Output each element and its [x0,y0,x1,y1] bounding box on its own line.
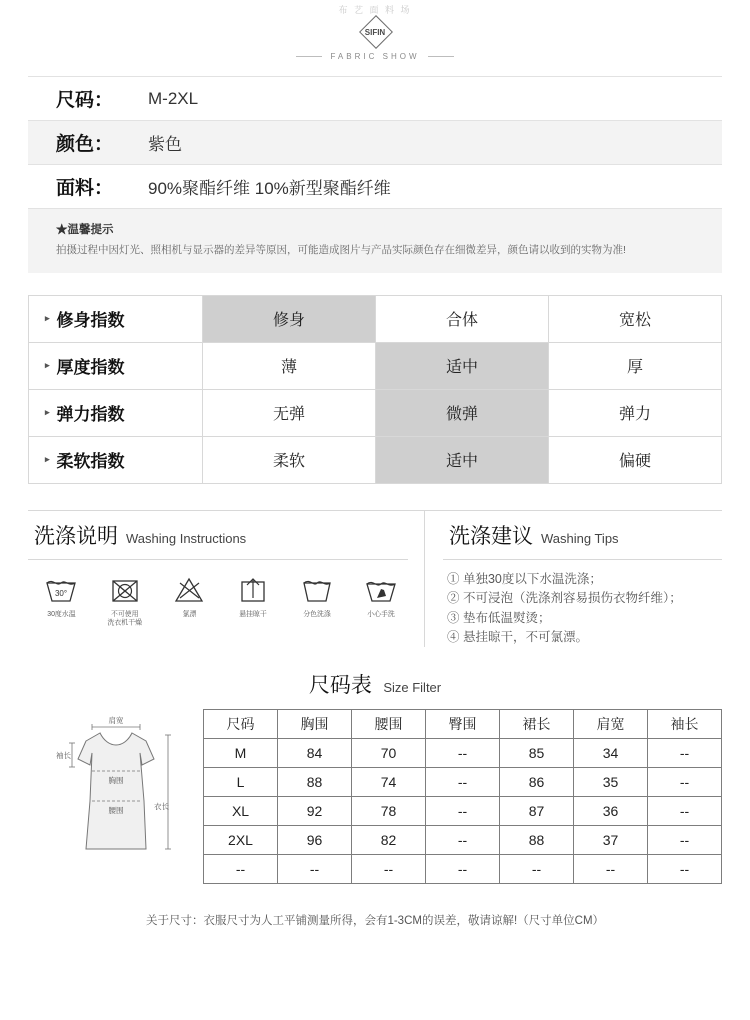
index-option-softness-0[interactable]: 柔软 [203,437,376,483]
washing-section [28,510,722,648]
warm-tips-title: ★温馨提示 [56,224,114,236]
index-label-elasticity [29,390,203,436]
washing-tips-title-en: Washing Tips [541,530,619,546]
separate-wash-cell [290,574,344,628]
table-row [204,739,722,768]
wash-temp-caption: 30度水温 [46,609,76,618]
size-cell: -- [426,855,500,884]
logo-top-text: 布 艺 面 料 场 [338,5,412,15]
logo-rule-right [428,56,454,57]
svg-text:衣长: 衣长 [154,802,169,812]
size-cell: -- [426,768,500,797]
index-option-elasticity-2[interactable]: 弹力 [618,406,651,424]
brand-logo [0,0,750,62]
index-label-softness [29,437,203,483]
table-row [204,768,722,797]
size-cell: -- [426,797,500,826]
size-header-bust: 胸围 [278,710,352,739]
washing-instructions-title-cn: 洗涤说明 [34,524,118,548]
size-table-header-row [204,710,722,739]
index-row-thickness [29,343,721,390]
washing-instructions-column [28,510,425,648]
caret-right-icon: ▸ [45,407,50,418]
svg-text:袖长: 袖长 [56,751,71,761]
index-option-fit-2[interactable]: 宽松 [618,312,651,330]
index-label-text: 弹力指数 [56,405,125,425]
size-cell: 88 [278,768,352,797]
index-option-fit-1[interactable]: 合体 [376,296,549,342]
washing-tip-item: ④ 悬挂晾干，不可氯漂。 [447,629,588,644]
logo-diamond-icon [358,15,392,49]
caret-right-icon: ▸ [45,454,50,465]
hand-wash-cell [354,574,408,628]
size-cell: 84 [278,739,352,768]
washing-tips-title-cn: 洗涤建议 [449,524,533,548]
size-cell: 87 [500,797,574,826]
separate-wash-caption: 分色洗涤 [303,609,331,618]
caret-right-icon: ▸ [45,360,50,371]
size-cell: M [204,739,278,768]
size-cell: -- [574,855,648,884]
size-cell: 82 [352,826,426,855]
spec-row-color [28,121,722,165]
size-cell: 35 [574,768,648,797]
washing-tips-list [443,560,722,648]
size-cell: 36 [574,797,648,826]
no-tumble-dry-icon [108,574,142,604]
no-bleach-icon [172,574,206,604]
svg-text:胸围: 胸围 [108,776,124,786]
spec-key-size: 尺码： [56,90,114,111]
warm-tips [28,209,722,273]
size-cell: -- [648,826,722,855]
table-row [204,797,722,826]
hang-dry-caption: 悬挂晾干 [239,609,267,618]
size-header-shoulder: 肩宽 [574,710,648,739]
index-row-softness [29,437,721,484]
washing-tip-item: ① 单独30度以下水温洗涤； [447,571,602,586]
index-label-fit [29,296,203,342]
spec-value-color: 紫色 [148,135,182,154]
washing-icon-row [28,560,408,628]
svg-text:30°: 30° [54,588,68,598]
caret-right-icon: ▸ [45,313,50,324]
size-chart-area [28,709,722,899]
separate-wash-icon [300,574,334,604]
size-header-skirt-length: 裙长 [500,710,574,739]
index-option-thickness-2[interactable]: 厚 [626,359,643,377]
size-cell: 70 [352,739,426,768]
index-option-fit-0[interactable]: 修身 [203,296,376,342]
index-option-elasticity-0[interactable]: 无弹 [203,390,376,436]
size-header-size: 尺码 [204,710,278,739]
index-label-text: 厚度指数 [56,358,125,378]
size-cell: -- [648,855,722,884]
spec-row-fabric [28,165,722,209]
svg-text:肩宽: 肩宽 [108,716,124,726]
size-cell: 34 [574,739,648,768]
index-option-thickness-0[interactable]: 薄 [203,343,376,389]
no-tumble-dry-cell [98,574,152,628]
size-cell: -- [426,739,500,768]
washing-tips-header [443,511,722,560]
logo-rule-left [296,56,322,57]
size-cell: 92 [278,797,352,826]
size-cell: 86 [500,768,574,797]
no-bleach-caption: 氯漂 [182,609,196,618]
wash-temp-cell [34,574,88,628]
size-chart-title-en: Size Filter [383,680,442,696]
size-cell: 96 [278,826,352,855]
size-header-sleeve: 袖长 [648,710,722,739]
index-row-fit [29,296,721,343]
index-option-thickness-1[interactable]: 适中 [376,343,549,389]
spec-block [28,76,722,209]
logo-mark-text: SIFIN [364,27,386,37]
washing-tip-item: ② 不可浸泡（洗涤剂容易损伤衣物纤维）； [447,591,682,606]
hand-wash-caption: 小心手洗 [367,609,395,618]
spec-value-size: M-2XL [148,88,199,108]
spec-value-fabric: 90%聚酯纤维 10%新型聚酯纤维 [148,179,391,198]
size-cell: -- [648,797,722,826]
washing-instructions-title-en: Washing Instructions [126,530,247,546]
size-header-waist: 腰围 [352,710,426,739]
index-option-softness-2[interactable]: 偏硬 [618,453,651,471]
warm-tips-body: 拍摄过程中因灯光、照相机与显示器的差异等原因，可能造成图片与产品实际颜色存在细微差异，颜色请以收到的实物为准! [56,244,626,256]
size-cell: XL [204,797,278,826]
size-cell: -- [426,826,500,855]
size-chart-title-cn: 尺码表 [308,674,372,698]
index-label-text: 柔软指数 [56,452,125,472]
logo-subtitle [296,52,453,61]
size-cell: 37 [574,826,648,855]
size-cell: -- [500,855,574,884]
washing-tips-column [425,510,722,648]
dress-measurement-diagram [28,709,203,899]
hang-dry-cell [226,574,280,628]
size-cell: 85 [500,739,574,768]
svg-text:腰围: 腰围 [108,806,124,816]
hand-wash-icon [364,574,398,604]
index-label-text: 修身指数 [56,311,125,331]
size-cell: -- [278,855,352,884]
size-cell: L [204,768,278,797]
size-cell: 2XL [204,826,278,855]
washing-instructions-header [28,511,408,560]
index-row-elasticity [29,390,721,437]
logo-subtitle-text: FABRIC SHOW [330,52,420,61]
no-tumble-dry-caption: 不可使用 洗衣机干燥 [107,609,143,627]
table-row [204,855,722,884]
spec-row-size [28,77,722,121]
size-cell: 88 [500,826,574,855]
size-cell: 74 [352,768,426,797]
spec-key-color: 颜色： [56,134,114,155]
size-cell: -- [204,855,278,884]
size-cell: -- [648,739,722,768]
table-row [204,826,722,855]
size-chart-title [0,669,750,699]
index-option-elasticity-1[interactable]: 微弹 [376,390,549,436]
washing-tip-item: ③ 垫布低温熨烫； [447,610,551,625]
size-table [203,709,722,884]
index-label-thickness [29,343,203,389]
index-option-softness-1[interactable]: 适中 [376,437,549,483]
wash-temp-icon [44,574,78,604]
size-header-hip: 臀围 [426,710,500,739]
size-cell: -- [648,768,722,797]
size-note: 关于尺寸：衣服尺寸为人工平铺测量所得，会有1-3CM的误差，敬请谅解!（尺寸单位CM） [145,915,605,928]
hang-dry-icon [236,574,270,604]
size-cell: -- [352,855,426,884]
no-bleach-cell [162,574,216,628]
spec-key-fabric: 面料： [56,178,114,199]
attribute-index-table [28,295,722,484]
size-cell: 78 [352,797,426,826]
